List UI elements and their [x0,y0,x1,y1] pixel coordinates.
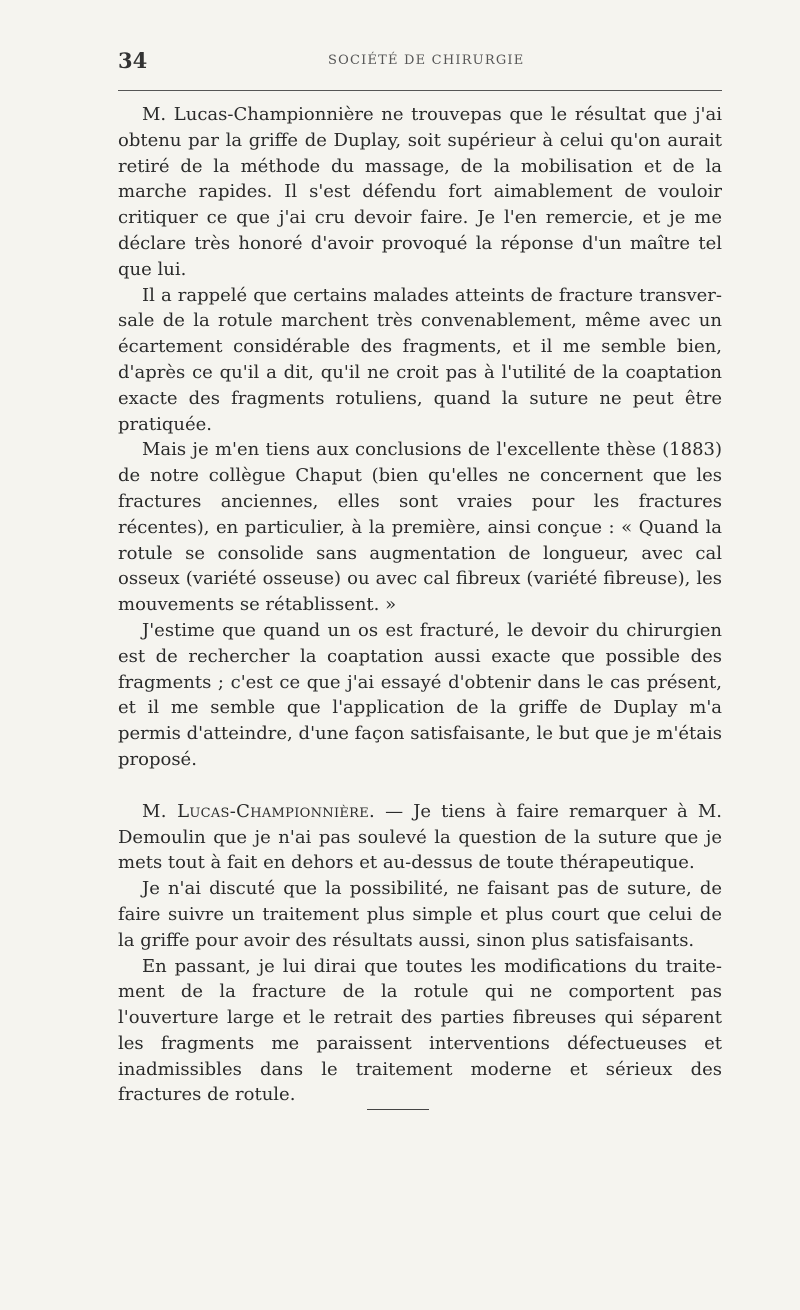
reply-paragraph-1: Je n'ai discuté que la possibilité, ne faisant pas de suture, de faire suivre un traitement plus simple et plus court que celui de la griffe pour avoir des résultats aussi, sinon plus satisfaisants. [118,878,722,951]
reply-paragraph-2: En passant, je lui dirai que toutes les modifications du traitement de la fracture de la rotule qui ne comportent pas l'ouverture large et le retrait des parties fibreuses qui séparent les fragments me paraissent interventions défectueuses et inadmissibles dans le traitement moderne et sérieux des fractures de rotule. [118,955,722,1106]
reply-opening-text: — Je tiens à faire remarquer à M. Demoulin que je n'ai pas soulevé la question de la suture que je mets tout à fait en dehors et au-dessus de toute thérapeutique. [118,800,722,874]
paragraph-2: Il a rappelé que certains malades atteints de fracture transversale de la rotule marchent très convenablement, même avec un écartement considérable des fragments, et il me semble bien, d'après ce qu'il a dit, qu'il ne croit pas à l'utilité de la coaptation exacte des fragments rotuliens, quand la suture ne peut être pratiquée. [118,284,722,435]
section-spacer [118,773,722,799]
page-number: 34 [118,48,148,73]
page-header [118,48,720,78]
reply-opening-paragraph [118,799,722,876]
paragraph-3: Mais je m'en tiens aux conclusions de l'excellente thèse (1883) de notre collègue Chaput (bien qu'elles ne concernent que les fractures anciennes, elles sont vraies pour les fractures récentes), en particulier, à la première, ainsi conçue : « Quand la rotule se consolide sans augmentation de longueur, avec cal osseux (variété osseuse) ou avec cal fibreux (variété fibreuse), les mouvements se rétablissent. » [118,439,722,616]
header-rule [118,90,722,91]
speaker-name: M. Lucas-Championnière. [142,800,376,822]
running-title: SOCIÉTÉ DE CHIRURGIE [328,53,525,68]
end-rule [367,1109,429,1110]
paragraph-4: J'estime que quand un os est fracturé, le devoir du chirurgien est de rechercher la coaptation aussi exacte que possible des fragments ; c'est ce que j'ai essayé d'obtenir dans le cas présent, et il me semble que l'application de la griffe de Duplay m'a permis d'atteindre, d'une façon satisfaisante, le but que je m'étais proposé. [118,619,722,770]
paragraph-1: M. Lucas-Championnière ne trouvepas que le résultat que j'ai obtenu par la griffe de Duplay, soit supérieur à celui qu'on aurait retiré de la méthode du massage, de la mobilisation et de la marche rapides. Il s'est défendu fort aimablement de vouloir critiquer ce que j'ai cru devoir faire. Je l'en remercie, et je me déclare très honoré d'avoir provoqué la réponse d'un maître tel que lui. [118,104,722,280]
body-text [118,102,722,1108]
